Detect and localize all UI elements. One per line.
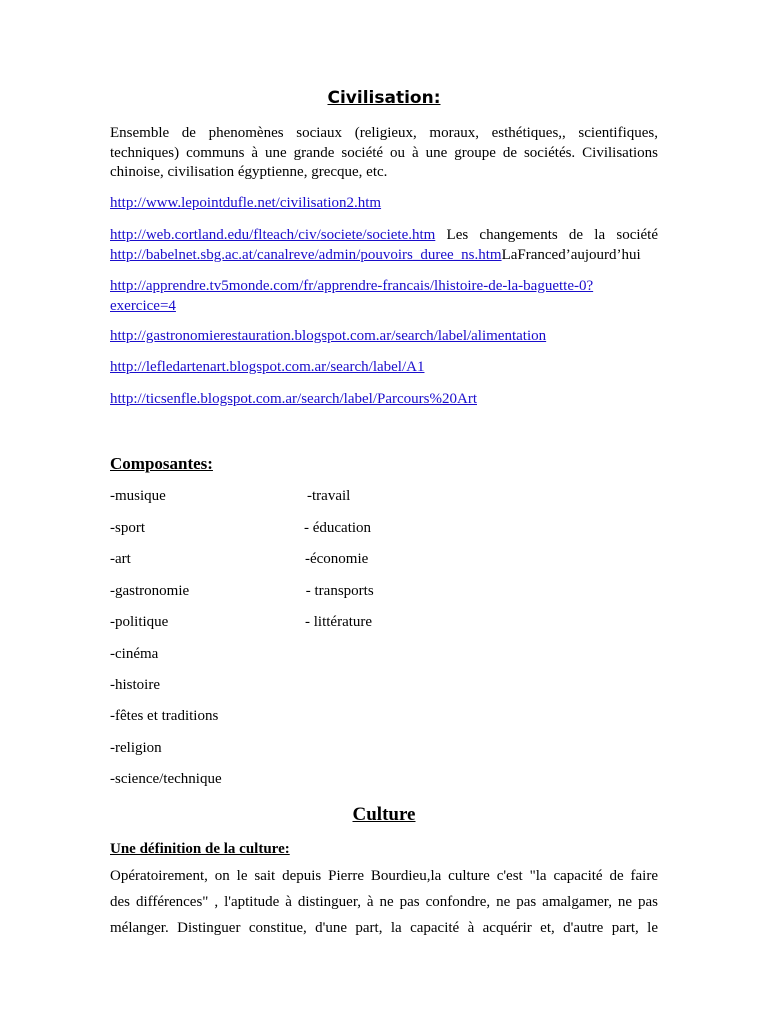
link-line-5 xyxy=(110,358,658,378)
link-line-3 xyxy=(110,277,658,316)
link-line-4 xyxy=(110,327,658,347)
composantes-heading: Composantes: xyxy=(110,454,213,473)
composante-item-col2: - littérature xyxy=(305,614,373,630)
culture-subheading: Une définition de la culture: xyxy=(110,841,290,857)
composante-item: -fêtes et traditions xyxy=(110,708,219,724)
link-caption-changements: Les changements de la société xyxy=(435,227,658,243)
composante-item: -musique xyxy=(110,488,166,504)
link-cortland[interactable]: http://web.cortland.edu/flteach/civ/societe/societe.htm xyxy=(110,227,436,243)
link-gastronomie[interactable]: http://gastronomierestauration.blogspot.com.ar/search/label/alimentation xyxy=(110,328,547,344)
link-row-babelnet xyxy=(110,246,658,266)
link-line-2 xyxy=(110,226,658,265)
culture-heading: Culture xyxy=(352,804,416,825)
composante-item: -science/technique xyxy=(110,771,222,787)
link-tv5monde-part2: exercice=4 xyxy=(110,297,176,314)
link-tv5monde-part1: http://apprendre.tv5monde.com/fr/apprendre-francais/lhistoire-de-la-baguette-0? xyxy=(110,278,594,294)
composante-item: -art xyxy=(110,551,131,567)
link-caption-france: LaFranced’aujourd’hui xyxy=(501,246,641,263)
intro-paragraph: Ensemble de phenomènes sociaux (religieux, moraux, esthétiques,, scientifiques, techniques) communs à une grande société ou à une groupe de sociétés. Civilisations chinoise, civilisation égyptienne, grecque, etc. xyxy=(110,125,658,180)
composante-item-col2: - transports xyxy=(302,583,374,599)
composante-item: -sport xyxy=(110,520,145,536)
culture-line: des différences" , l'aptitude à distinguer, à ne pas confondre, ne pas amalgamer, ne pas xyxy=(110,894,658,910)
link-tv5monde[interactable] xyxy=(110,278,593,314)
composante-item: -religion xyxy=(110,740,162,756)
composante-item: -gastronomie xyxy=(110,583,190,599)
link-line-1 xyxy=(110,194,658,214)
link-row-cortland xyxy=(110,226,658,246)
composante-item: -histoire xyxy=(110,677,160,693)
link-babelnet[interactable]: http://babelnet.sbg.ac.at/canalreve/admin/pouvoirs_duree_ns.htm xyxy=(110,246,502,263)
link-line-6 xyxy=(110,390,658,410)
composante-item-col2: -travail xyxy=(307,488,351,504)
composante-item: -cinéma xyxy=(110,646,159,662)
composante-item-col2: - éducation xyxy=(304,520,372,536)
link-lefledartenart[interactable]: http://lefledartenart.blogspot.com.ar/search/label/A1 xyxy=(110,359,425,375)
link-lepointdufle[interactable]: http://www.lepointdufle.net/civilisation2.htm xyxy=(110,195,382,211)
culture-line: mélanger. Distinguer constitue, d'une part, la capacité à acquérir et, d'autre part, le xyxy=(110,920,658,936)
composante-item-col2: -économie xyxy=(305,551,369,567)
culture-line: Opératoirement, on le sait depuis Pierre Bourdieu,la culture c'est "la capacité de faire xyxy=(110,868,658,884)
page-title: Civilisation: xyxy=(327,88,441,108)
link-ticsenfle[interactable]: http://ticsenfle.blogspot.com.ar/search/label/Parcours%20Art xyxy=(110,391,477,407)
composante-item: -politique xyxy=(110,614,169,630)
culture-paragraph xyxy=(110,863,658,941)
